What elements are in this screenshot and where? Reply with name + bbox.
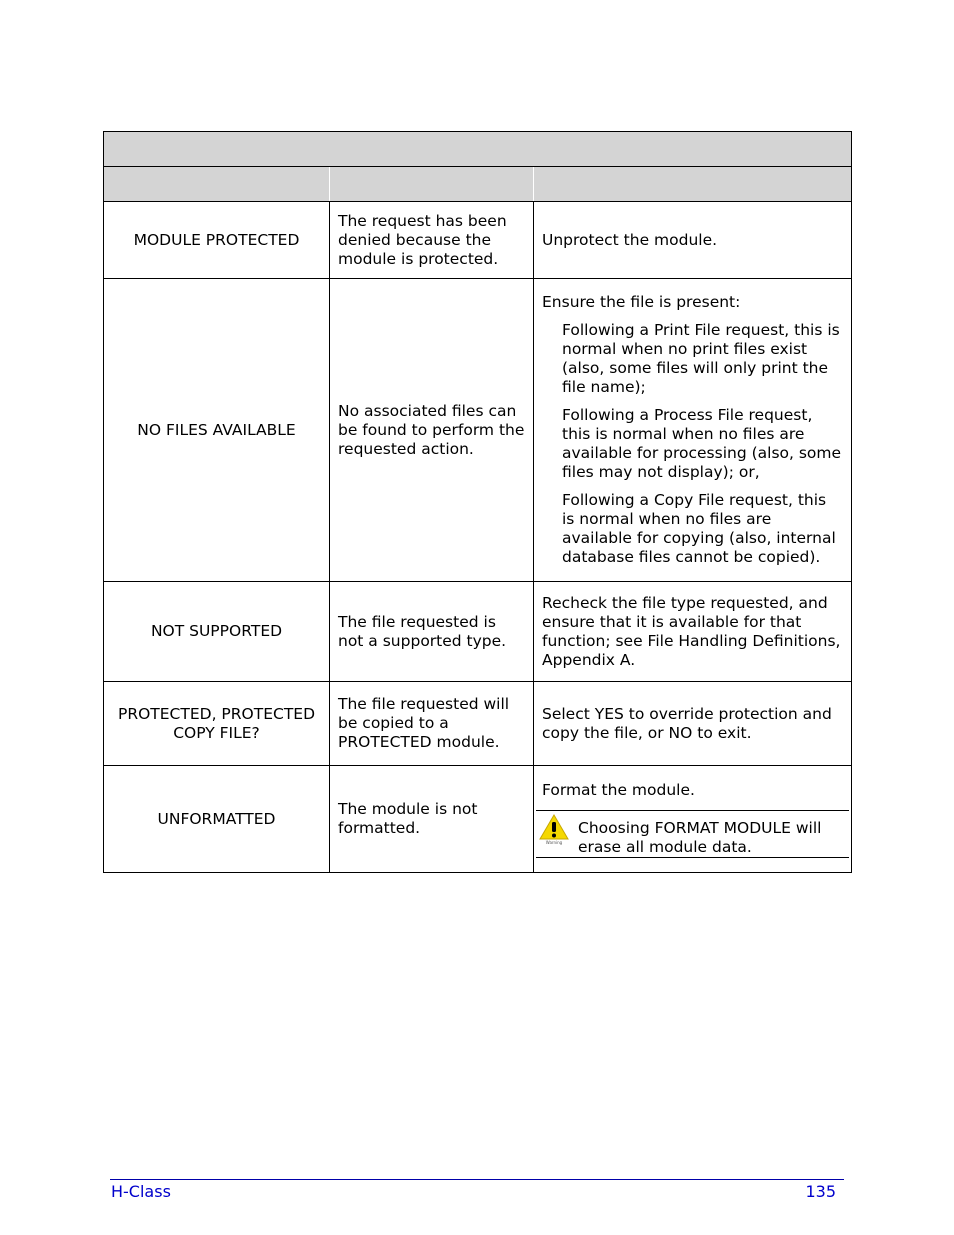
action-cell: Recheck the file type requested, and ensure that it is available for that function; see File Handling Definitions, Appendix A. xyxy=(534,582,852,682)
action-item: Following a Process File request, this is normal when no files are available for processing (also, some files may not display); or, xyxy=(562,406,842,481)
action-cell: Unprotect the module. xyxy=(534,202,852,279)
description-cell: The file requested will be copied to a PROTECTED module. xyxy=(330,682,534,766)
message-cell: NOT SUPPORTED xyxy=(104,582,330,682)
table-row xyxy=(104,766,852,873)
message-cell: UNFORMATTED xyxy=(104,766,330,873)
description-cell: The module is not formatted. xyxy=(330,766,534,873)
warning-note xyxy=(536,810,849,858)
description-cell: The request has been denied because the module is protected. xyxy=(330,202,534,279)
table-title xyxy=(104,132,852,167)
table-row xyxy=(104,582,852,682)
table-row xyxy=(104,202,852,279)
action-item: Following a Print File request, this is normal when no print files exist (also, some files will only print the file name); xyxy=(562,321,840,396)
footer-page-number: 135 xyxy=(805,1182,836,1201)
action-cell: Select YES to override protection and copy the file, or NO to exit. xyxy=(534,682,852,766)
header-action xyxy=(534,167,852,202)
table-title-row xyxy=(104,132,852,167)
warning-icon xyxy=(538,813,570,845)
table-row xyxy=(104,682,852,766)
table-header-row xyxy=(104,167,852,202)
action-cell xyxy=(534,766,852,873)
description-cell: No associated files can be found to perform the requested action. xyxy=(330,279,534,582)
action-item: Following a Copy File request, this is normal when no files are available for copying (also, internal database files cannot be copied). xyxy=(562,491,836,566)
header-description xyxy=(330,167,534,202)
message-cell: MODULE PROTECTED xyxy=(104,202,330,279)
footer-product-name: H-Class xyxy=(111,1182,171,1201)
warning-text: Choosing FORMAT MODULE will erase all module data. xyxy=(578,818,822,856)
header-message xyxy=(104,167,330,202)
error-message-table xyxy=(103,131,852,873)
message-cell: NO FILES AVAILABLE xyxy=(104,279,330,582)
action-cell xyxy=(534,279,852,582)
warning-icon-caption: Warning xyxy=(545,839,563,845)
description-cell: The file requested is not a supported type. xyxy=(330,582,534,682)
message-cell: PROTECTED, PROTECTED COPY FILE? xyxy=(104,682,330,766)
action-lead: Format the module. xyxy=(542,780,695,799)
table-row xyxy=(104,279,852,582)
action-lead: Ensure the file is present: xyxy=(542,293,741,311)
footer-divider xyxy=(110,1179,844,1180)
